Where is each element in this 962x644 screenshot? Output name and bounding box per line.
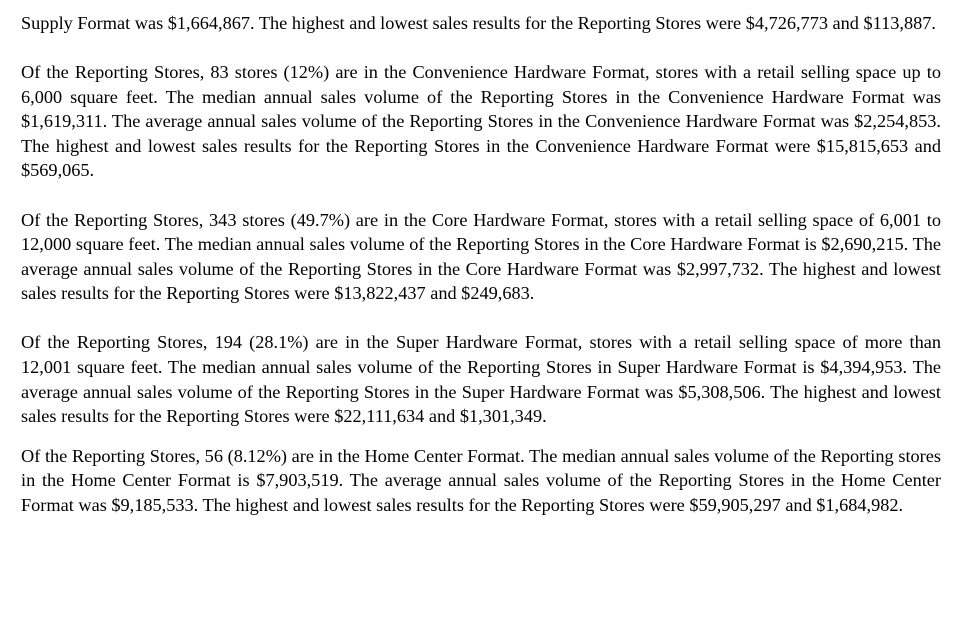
paragraph-home-center: Of the Reporting Stores, 56 (8.12%) are in the Home Center Format. The median annual sales volume of the Reporting stores in the Home Center Format is $7,903,519. The average annual sales volume of the Reporting Stores in the Home Center Format was $9,185,533. The highest and lowest sales results for the Reporting Stores were $59,905,297 and $1,684,982. bbox=[21, 445, 941, 515]
paragraph-supply-format: Supply Format was $1,664,867. The highest and lowest sales results for the Reporting Stores were $4,726,773 and $113,887. bbox=[21, 13, 936, 33]
document-body bbox=[21, 11, 941, 518]
paragraph-convenience-hardware: Of the Reporting Stores, 83 stores (12%) are in the Convenience Hardware Format, stores with a retail selling space up to 6,000 square feet. The median annual sales volume of the Reporting Stores in the Convenience Hardware Format was $1,619,311. The average annual sales volume of the Reporting Stores in the Convenience Hardware Format was $2,254,853. The highest and lowest sales results for the Reporting Stores in the Convenience Hardware Format were $15,815,653 and $569,065. bbox=[21, 62, 941, 181]
paragraph-super-hardware: Of the Reporting Stores, 194 (28.1%) are in the Super Hardware Format, stores with a retail selling space of more than 12,001 square feet. The median annual sales volume of the Reporting Stores in Super Hardware Format is $4,394,953. The average annual sales volume of the Reporting Stores in the Super Hardware Format was $5,308,506. The highest and lowest sales results for the Reporting Stores were $22,111,634 and $1,301,349. bbox=[21, 332, 941, 427]
paragraph-core-hardware: Of the Reporting Stores, 343 stores (49.7%) are in the Core Hardware Format, stores with a retail selling space of 6,001 to 12,000 square feet. The median annual sales volume of the Reporting Stores in the Core Hardware Format is $2,690,215. The average annual sales volume of the Reporting Stores in the Core Hardware Format was $2,997,732. The highest and lowest sales results for the Reporting Stores were $13,822,437 and $249,683. bbox=[21, 209, 941, 304]
